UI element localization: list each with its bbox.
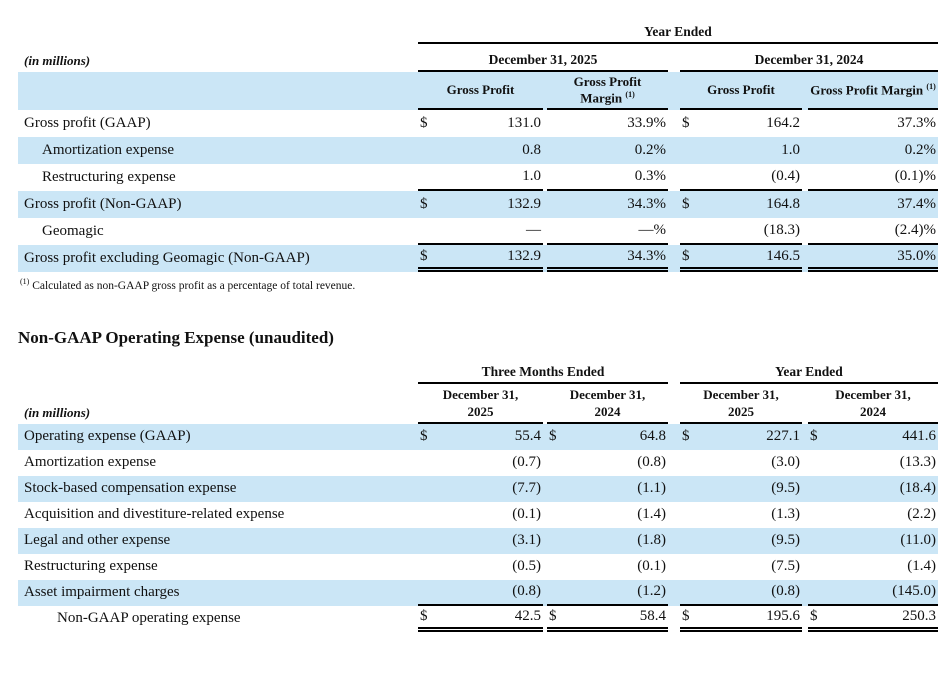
table1-band-spacer xyxy=(18,72,418,110)
value-cell xyxy=(680,218,802,245)
value-cell xyxy=(547,528,668,554)
table1-year-header-row xyxy=(18,46,938,72)
cell-value: (0.4) xyxy=(771,168,800,184)
dollar-sign: $ xyxy=(420,196,428,212)
value-cell xyxy=(547,502,668,528)
dollar-sign: $ xyxy=(682,607,690,624)
table-row xyxy=(18,137,938,164)
table1-units-spacer xyxy=(18,53,418,72)
value-cell xyxy=(808,528,938,554)
value-cell xyxy=(808,424,938,450)
cell-value: 58.4 xyxy=(639,607,666,624)
cell-value: 37.4% xyxy=(897,196,936,212)
value-cell xyxy=(547,476,668,502)
cell-value: (1.1) xyxy=(637,480,666,497)
cell-value: 0.3% xyxy=(634,168,666,184)
row-label: Amortization expense xyxy=(24,454,157,471)
value-cell xyxy=(547,110,668,137)
cell-value: (11.0) xyxy=(900,532,936,549)
table-row xyxy=(18,191,938,218)
cell-value: (145.0) xyxy=(892,583,936,600)
value-cell xyxy=(808,554,938,580)
table-row xyxy=(18,580,938,606)
cell-value: 195.6 xyxy=(766,607,800,624)
table2-column-header-row xyxy=(18,384,938,424)
row-label: Stock-based compensation expense xyxy=(24,480,237,497)
value-cell xyxy=(808,606,938,632)
row-label: Gross profit (GAAP) xyxy=(24,115,151,131)
row-label: Gross profit (Non-GAAP) xyxy=(24,196,182,212)
cell-value: (1.4) xyxy=(637,506,666,523)
cell-value: 0.8 xyxy=(522,142,541,158)
value-cell xyxy=(418,164,543,191)
cell-value: 1.0 xyxy=(781,142,800,158)
dollar-sign: $ xyxy=(420,247,428,264)
value-cell xyxy=(680,450,802,476)
cell-value: (7.7) xyxy=(512,480,541,497)
table1-period-rule xyxy=(418,42,938,44)
value-cell xyxy=(547,245,668,272)
column-header-gross-profit-margin: Gross Profit Margin $^{(1)}$ xyxy=(808,72,938,110)
value-cell xyxy=(808,502,938,528)
dollar-sign: $ xyxy=(810,607,818,624)
footnote-ref-superscript: (1) xyxy=(625,89,635,99)
column-header-gross-profit-margin: Gross Profit Margin $^{(1)}$ xyxy=(547,72,668,110)
value-cell xyxy=(680,476,802,502)
value-cell xyxy=(547,191,668,218)
value-cell xyxy=(418,476,543,502)
cell-value: (0.8) xyxy=(637,454,666,471)
value-cell xyxy=(418,450,543,476)
value-cell xyxy=(547,580,668,606)
table-row xyxy=(18,110,938,137)
table-row xyxy=(18,528,938,554)
row-label: Asset impairment charges xyxy=(24,584,180,601)
footnote-ref-superscript: (1) xyxy=(20,277,30,286)
table-row xyxy=(18,502,938,528)
cell-value: (0.5) xyxy=(512,558,541,575)
value-cell xyxy=(418,580,543,606)
cell-value: 0.2% xyxy=(904,142,936,158)
cell-value: (2.4)% xyxy=(894,222,936,238)
row-label: Amortization expense xyxy=(42,142,175,158)
value-cell xyxy=(547,424,668,450)
cell-value: (9.5) xyxy=(771,532,800,549)
column-header-gross-profit: Gross Profit xyxy=(680,72,802,110)
value-cell xyxy=(680,580,802,606)
footnote-ref-superscript: (1) xyxy=(926,82,936,92)
row-label: Legal and other expense xyxy=(24,532,171,549)
value-cell xyxy=(808,164,938,191)
cell-value: 55.4 xyxy=(514,428,541,445)
value-cell xyxy=(680,191,802,218)
value-cell xyxy=(808,476,938,502)
dollar-sign: $ xyxy=(682,196,690,212)
cell-value: — xyxy=(526,222,541,238)
cell-value: 35.0% xyxy=(897,247,936,264)
dollar-sign: $ xyxy=(549,428,557,445)
table2-body xyxy=(18,424,938,632)
value-cell xyxy=(680,110,802,137)
cell-value: 227.1 xyxy=(766,428,800,445)
row-label: Operating expense (GAAP) xyxy=(24,428,191,445)
cell-value: (13.3) xyxy=(899,454,936,471)
dollar-sign: $ xyxy=(682,115,690,131)
cell-value: 132.9 xyxy=(507,247,541,264)
row-label: Gross profit excluding Geomagic (Non-GAAP) xyxy=(24,250,310,266)
value-cell xyxy=(808,245,938,272)
table-row xyxy=(18,218,938,245)
cell-value: 33.9% xyxy=(627,115,666,131)
value-cell xyxy=(418,528,543,554)
cell-value: 441.6 xyxy=(902,428,936,445)
units-label: (in millions) xyxy=(24,53,91,68)
cell-value: (7.5) xyxy=(771,558,800,575)
value-cell xyxy=(680,164,802,191)
table-row xyxy=(18,476,938,502)
operating-expense-table xyxy=(18,364,938,632)
cell-value: (2.2) xyxy=(907,506,936,523)
table1-period-title-row xyxy=(18,20,938,40)
value-cell xyxy=(547,450,668,476)
dollar-sign: $ xyxy=(682,428,690,445)
cell-value: 34.3% xyxy=(627,247,666,264)
value-cell xyxy=(808,110,938,137)
table2-period-group-row xyxy=(18,364,938,384)
value-cell xyxy=(680,554,802,580)
dollar-sign: $ xyxy=(420,115,428,131)
dollar-sign: $ xyxy=(420,428,428,445)
cell-value: 0.2% xyxy=(634,142,666,158)
cell-value: (3.1) xyxy=(512,532,541,549)
dollar-sign: $ xyxy=(682,247,690,264)
value-cell xyxy=(547,218,668,245)
cell-value: (0.8) xyxy=(771,583,800,600)
cell-value: (0.1) xyxy=(512,506,541,523)
column-header-gross-profit: Gross Profit xyxy=(418,72,543,110)
units-label: (in millions) xyxy=(24,404,91,420)
value-cell xyxy=(680,245,802,272)
cell-value: 34.3% xyxy=(627,196,666,212)
cell-value: 42.5 xyxy=(514,607,541,624)
value-cell xyxy=(547,137,668,164)
table2-group-three-months-ended: Three Months Ended xyxy=(418,364,668,384)
value-cell xyxy=(808,580,938,606)
table-row xyxy=(18,554,938,580)
value-cell xyxy=(547,606,668,632)
table1-year-2025: December 31, 2025 xyxy=(418,52,668,72)
value-cell xyxy=(418,110,543,137)
value-cell xyxy=(808,218,938,245)
cell-value: 250.3 xyxy=(902,607,936,624)
dollar-sign: $ xyxy=(549,607,557,624)
cell-value: 131.0 xyxy=(507,115,541,131)
cell-value: (18.4) xyxy=(899,480,936,497)
row-label: Non-GAAP operating expense xyxy=(57,610,241,627)
gross-profit-reconciliation-table xyxy=(18,20,938,292)
table-row xyxy=(18,424,938,450)
value-cell xyxy=(808,450,938,476)
cell-value: 146.5 xyxy=(766,247,800,264)
cell-value: 37.3% xyxy=(897,115,936,131)
cell-value: —% xyxy=(638,222,666,238)
cell-value: 132.9 xyxy=(507,196,541,212)
cell-value: (9.5) xyxy=(771,480,800,497)
value-cell xyxy=(418,245,543,272)
row-label: Restructuring expense xyxy=(24,558,158,575)
value-cell xyxy=(680,424,802,450)
cell-value: (18.3) xyxy=(763,222,800,238)
value-cell xyxy=(418,502,543,528)
value-cell xyxy=(418,554,543,580)
value-cell xyxy=(418,191,543,218)
cell-value: 164.2 xyxy=(766,115,800,131)
table1-column-header-band xyxy=(18,72,938,110)
column-header-dec-31-2024: December 31, 2024 xyxy=(808,387,938,424)
column-header-dec-31-2025: December 31, 2025 xyxy=(680,387,802,424)
value-cell xyxy=(680,137,802,164)
dollar-sign: $ xyxy=(420,607,428,624)
table1-year-2024: December 31, 2024 xyxy=(680,52,938,72)
value-cell xyxy=(680,528,802,554)
cell-value: (1.4) xyxy=(907,558,936,575)
value-cell xyxy=(418,137,543,164)
cell-value: (3.0) xyxy=(771,454,800,471)
value-cell xyxy=(808,137,938,164)
value-cell xyxy=(418,606,543,632)
cell-value: 164.8 xyxy=(766,196,800,212)
table-row xyxy=(18,245,938,272)
cell-value: (1.3) xyxy=(771,506,800,523)
row-label: Restructuring expense xyxy=(42,169,176,185)
table2-units-spacer xyxy=(18,384,418,424)
column-header-dec-31-2024: December 31, 2024 xyxy=(547,387,668,424)
table1-period-title: Year Ended xyxy=(644,24,712,39)
cell-value: (0.1)% xyxy=(894,168,936,184)
value-cell xyxy=(680,606,802,632)
table1-footnote xyxy=(18,277,938,292)
table-row xyxy=(18,164,938,191)
value-cell xyxy=(547,554,668,580)
cell-value: (0.8) xyxy=(512,583,541,600)
section-title: Non-GAAP Operating Expense (unaudited) xyxy=(18,327,334,347)
column-header-dec-31-2025: December 31, 2025 xyxy=(418,387,543,424)
table1-body xyxy=(18,110,938,272)
value-cell xyxy=(418,424,543,450)
value-cell xyxy=(808,191,938,218)
row-label: Geomagic xyxy=(42,223,104,239)
footnote-text: Calculated as non-GAAP gross profit as a percentage of total revenue. xyxy=(32,279,356,292)
value-cell xyxy=(680,502,802,528)
cell-value: (1.2) xyxy=(637,583,666,600)
cell-value: (1.8) xyxy=(637,532,666,549)
table2-group-year-ended: Year Ended xyxy=(680,364,938,384)
cell-value: (0.1) xyxy=(637,558,666,575)
value-cell xyxy=(418,218,543,245)
value-cell xyxy=(547,164,668,191)
dollar-sign: $ xyxy=(810,428,818,445)
table-row xyxy=(18,450,938,476)
cell-value: (0.7) xyxy=(512,454,541,471)
table-row xyxy=(18,606,938,632)
cell-value: 1.0 xyxy=(522,168,541,184)
cell-value: 64.8 xyxy=(639,428,666,445)
row-label: Acquisition and divestiture-related expense xyxy=(24,506,285,523)
